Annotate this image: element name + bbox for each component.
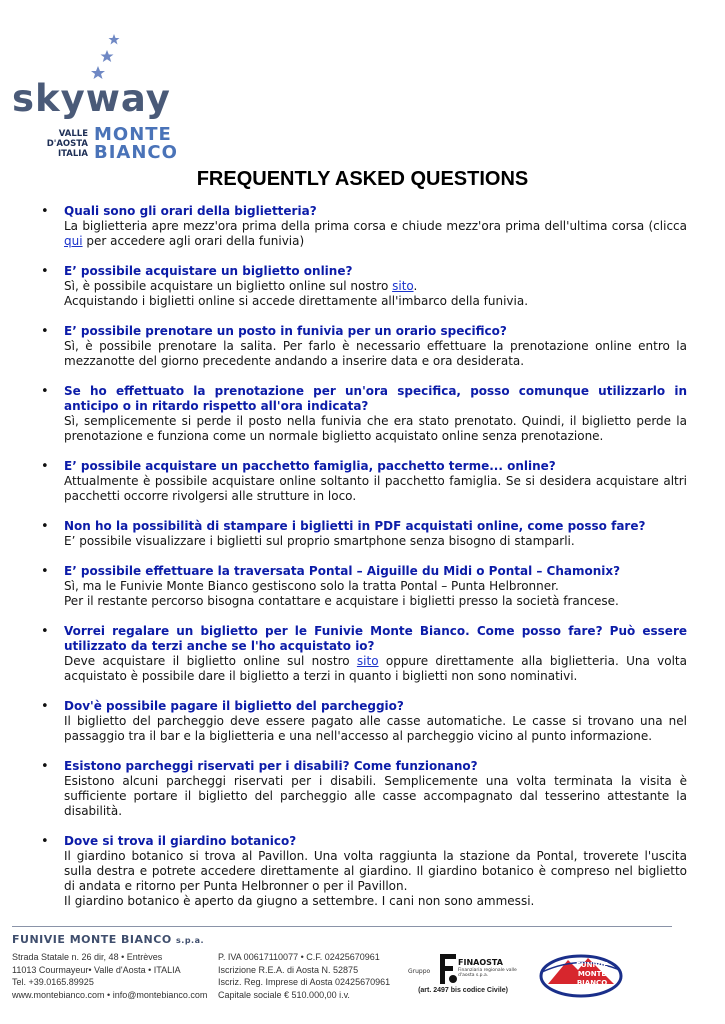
footer-fiscal-info xyxy=(218,951,390,1001)
bullet-icon: • xyxy=(41,834,49,849)
svg-text:MONTE: MONTE xyxy=(577,970,607,978)
answer-link[interactable]: qui xyxy=(64,234,83,248)
address-line: Tel. +39.0165.89925 xyxy=(12,977,94,987)
faq-item xyxy=(34,699,687,744)
answer-text: Attualmente è possibile acquistare online soltanto il pacchetto famiglia. Se si desidera acquistare altri pacchetti occorre rivolgersi alle strutture in loco. xyxy=(64,474,687,503)
faq-question: Non ho la possibilità di stampare i biglietti in PDF acquistati online, come posso fare? xyxy=(64,519,646,533)
faq-answer xyxy=(64,534,687,549)
answer-text: Sì, è possibile acquistare un biglietto online sul nostro xyxy=(64,279,393,293)
finaosta-name: FINAOSTA xyxy=(458,958,503,967)
answer-text: Il giardino botanico è aperto da giugno a settembre. I cani non sono ammessi. xyxy=(64,894,535,908)
fiscal-line: Iscriz. Reg. Imprese di Aosta 02425670961 xyxy=(218,977,391,987)
faq-question: Se ho effettuato la prenotazione per un'ora specifica, posso comunque utilizzarlo in anticipo o in ritardo rispetto all'ora indicata? xyxy=(64,384,687,413)
address-line: www.montebianco.com • info@montebianco.com xyxy=(12,989,208,1000)
logo-sub-line: MONTE xyxy=(94,124,172,145)
faq-answer xyxy=(64,474,687,504)
answer-text: Deve acquistare il biglietto online sul nostro xyxy=(64,654,357,668)
answer-paragraph xyxy=(64,849,687,894)
fiscal-line: Iscrizione R.E.A. di Aosta N. 52875 xyxy=(218,964,359,975)
answer-paragraph xyxy=(64,894,687,909)
svg-text:FUNIVIE: FUNIVIE xyxy=(576,961,608,969)
faq-item xyxy=(34,834,687,909)
company-name: FUNIVIE MONTE BIANCO xyxy=(12,933,172,946)
bullet-icon: • xyxy=(41,459,49,474)
faq-answer xyxy=(64,279,687,309)
answer-text: Sì, è possibile prenotare la salita. Per farlo è necessario effettuare la prenotazione online entro la mezzanotte del giorno precedente andando a inserire data e ora desiderata. xyxy=(64,339,687,368)
logo-region xyxy=(30,129,88,159)
faq-answer xyxy=(64,714,687,744)
faq-question: Dov'è possibile pagare il biglietto del parcheggio? xyxy=(64,699,404,713)
bullet-icon: • xyxy=(41,324,49,339)
faq-question: E’ possibile prenotare un posto in funivia per un orario specifico? xyxy=(64,324,507,338)
bullet-icon: • xyxy=(41,384,49,399)
stars-icon xyxy=(88,30,128,80)
faq-list xyxy=(34,204,687,924)
answer-text: E’ possibile visualizzare i biglietti sul proprio smartphone senza bisogno di stamparli. xyxy=(64,534,575,548)
answer-link[interactable]: sito xyxy=(356,654,379,668)
bullet-icon: • xyxy=(41,699,49,714)
faq-answer xyxy=(64,774,687,819)
answer-text: Esistono alcuni parcheggi riservati per i disabili. Semplicemente una volta terminata la visita è sufficiente portare il biglietto del parcheggio alle casse accompagnato dal tesserino attestante la disabilità. xyxy=(64,774,687,818)
faq-question: Esistono parcheggi riservati per i disabili? Come funzionano? xyxy=(64,759,478,773)
answer-paragraph xyxy=(64,219,687,249)
svg-text:BIANCO: BIANCO xyxy=(576,979,608,987)
faq-item xyxy=(34,384,687,444)
page-title: FREQUENTLY ASKED QUESTIONS xyxy=(196,168,529,190)
logo-region-line: D'AOSTA xyxy=(46,139,88,149)
finaosta-subtitle: Finanziaria regionale valle d'aosta s.p.a. xyxy=(458,968,517,978)
faq-answer xyxy=(64,654,687,684)
fiscal-line: P. IVA 00617110077 • C.F. 02425670961 xyxy=(218,952,380,962)
footer-company-name xyxy=(12,933,204,946)
faq-item xyxy=(34,564,687,609)
answer-paragraph xyxy=(64,534,687,549)
company-suffix: s.p.a. xyxy=(176,936,205,945)
faq-question: E’ possibile acquistare un biglietto online? xyxy=(64,264,353,278)
faq-question: Quali sono gli orari della biglietteria? xyxy=(64,204,317,218)
answer-text: Acquistando i biglietti online si accede direttamente all'imbarco della funivia. xyxy=(64,294,529,308)
faq-item xyxy=(34,324,687,369)
finaosta-article: (art. 2497 bis codice Civile) xyxy=(418,987,508,994)
faq-item xyxy=(34,459,687,504)
faq-question: E’ possibile acquistare un pacchetto famiglia, pacchetto terme... online? xyxy=(64,459,556,473)
faq-item xyxy=(34,759,687,819)
faq-answer xyxy=(64,849,687,909)
answer-paragraph xyxy=(64,414,687,444)
bullet-icon: • xyxy=(41,204,49,219)
faq-item xyxy=(34,204,687,249)
answer-text: Il biglietto del parcheggio deve essere pagato alle casse automatiche. Le casse si trovano una nel passaggio tra il bar e la biglietteria e una nell'accesso al parcheggio vicino al punto informazione. xyxy=(64,714,687,743)
bullet-icon: • xyxy=(41,519,49,534)
answer-paragraph xyxy=(64,474,687,504)
faq-answer xyxy=(64,414,687,444)
answer-text: La biglietteria apre mezz'ora prima della prima corsa e chiude mezz'ora prima dell'ultima corsa (clicca xyxy=(64,219,687,233)
faq-question: Dove si trova il giardino botanico? xyxy=(64,834,297,848)
answer-text: oppure direttamente alla biglietteria. Una volta acquistato è possibile dare il biglietto a terzi in quanto i biglietti non sono nominativi. xyxy=(64,654,687,683)
faq-answer xyxy=(64,219,687,249)
footer-divider xyxy=(12,926,672,927)
answer-paragraph xyxy=(64,654,687,684)
logo-region-line: VALLE xyxy=(58,129,88,139)
answer-paragraph xyxy=(64,714,687,744)
answer-text: . xyxy=(413,279,418,293)
answer-link[interactable]: sito xyxy=(392,279,414,293)
bullet-icon: • xyxy=(41,564,49,579)
answer-text: Il giardino botanico si trova al Pavillon. Una volta raggiunta la stazione da Pontal, troverete l'uscita sulla destra e potrete accedere direttamente al giardino. Il giardino botanico è compreso nel biglietto di andata e ritorno per Punta Helbronner o per il Pavillon. xyxy=(64,849,687,893)
bullet-icon: • xyxy=(41,759,49,774)
logo-region-line: ITALIA xyxy=(57,149,88,159)
bullet-icon: • xyxy=(41,624,49,639)
fiscal-line: Capitale sociale € 510.000,00 i.v. xyxy=(218,989,350,1000)
answer-paragraph xyxy=(64,594,687,609)
funivie-monte-bianco-logo xyxy=(538,950,624,998)
address-line: 11013 Courmayeur• Valle d'Aosta • ITALIA xyxy=(12,964,181,975)
skyway-logo xyxy=(10,30,190,163)
logo-wordmark: skyway xyxy=(12,77,171,120)
answer-text: Sì, semplicemente si perde il posto nella funivia che era stato prenotato. Quindi, il biglietto perde la prenotazione e funziona come un normale biglietto acquistato online senza prenotazione. xyxy=(64,414,687,443)
answer-text: per accedere agli orari della funivia) xyxy=(82,234,305,248)
logo-sub-line: BIANCO xyxy=(94,142,178,163)
answer-text: Sì, ma le Funivie Monte Bianco gestiscono solo la tratta Pontal – Punta Helbronner. xyxy=(64,579,559,593)
finaosta-logo xyxy=(408,950,518,998)
faq-question: Vorrei regalare un biglietto per le Funivie Monte Bianco. Come posso fare? Può essere utilizzato da terzi anche se l'ho acquistato io? xyxy=(64,624,687,653)
faq-item xyxy=(34,264,687,309)
faq-answer xyxy=(64,579,687,609)
answer-paragraph xyxy=(64,294,687,309)
faq-question: E’ possibile effettuare la traversata Pontal – Aiguille du Midi o Pontal – Chamonix? xyxy=(64,564,621,578)
faq-answer xyxy=(64,339,687,369)
answer-paragraph xyxy=(64,774,687,819)
footer-address xyxy=(12,951,207,1001)
finaosta-mark-icon xyxy=(434,952,460,986)
answer-paragraph xyxy=(64,339,687,369)
answer-paragraph xyxy=(64,279,687,294)
faq-item xyxy=(34,519,687,549)
finaosta-gruppo: Gruppo xyxy=(408,968,431,975)
bullet-icon: • xyxy=(41,264,49,279)
answer-paragraph xyxy=(64,579,687,594)
address-line: Strada Statale n. 26 dir, 48 • Entrèves xyxy=(12,952,163,962)
answer-text: Per il restante percorso bisogna contattare e acquistare i biglietti presso la società francese. xyxy=(64,594,619,608)
faq-item xyxy=(34,624,687,684)
logo-monte-bianco xyxy=(94,126,178,162)
